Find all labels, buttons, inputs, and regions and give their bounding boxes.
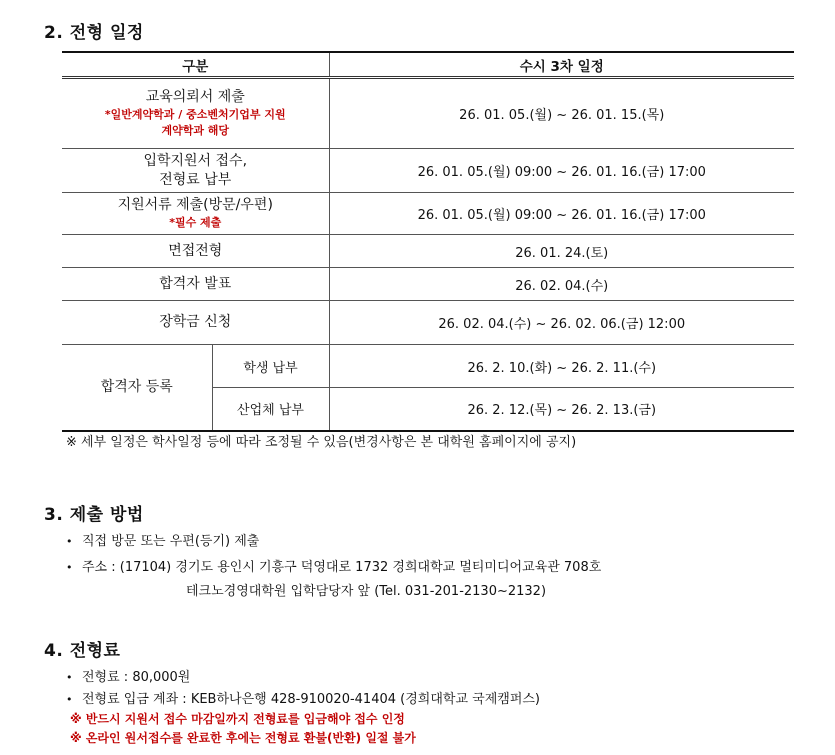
row-label: 전형료 납부	[159, 171, 232, 188]
list-item-text: 주소 : (17104) 경기도 용인시 기흥구 덕영대로 1732 경희대학교 멀티미디어교육관 708호	[82, 560, 602, 575]
warning-note: ※ 반드시 지원서 접수 마감일까지 전형료를 입금해야 접수 인정	[70, 712, 405, 726]
table-row	[62, 268, 794, 301]
table-row	[62, 149, 794, 193]
row-date: 26. 01. 05.(월) ~ 26. 01. 15.(목)	[329, 78, 794, 149]
row-label: 교육의뢰서 제출	[145, 89, 245, 105]
row-label-cell	[62, 149, 329, 193]
row-label: 입학지원서 접수,	[143, 152, 248, 169]
row-date: 26. 02. 04.(수) ~ 26. 02. 06.(금) 12:00	[329, 301, 794, 345]
row-date: 26. 01. 05.(월) 09:00 ~ 26. 01. 16.(금) 17:00	[329, 149, 794, 193]
section-2-title: 2. 전형 일정	[44, 23, 144, 43]
address-recipient: 테크노경영대학원 입학담당자 앞 (Tel. 031-201-2130~2132)	[186, 584, 547, 599]
row-date: 26. 01. 24.(토)	[329, 235, 794, 268]
row-label: 면접전형	[62, 235, 329, 268]
row-date: 26. 02. 04.(수)	[329, 268, 794, 301]
schedule-table	[62, 51, 794, 432]
table-header-row	[62, 52, 794, 78]
row-note: *일반계약학과 / 중소벤처기업부 지원	[104, 108, 286, 121]
list-item	[66, 688, 540, 707]
header-schedule: 수시 3차 일정	[329, 52, 794, 78]
row-date: 26. 2. 10.(화) ~ 26. 2. 11.(수)	[329, 345, 794, 388]
schedule-footnote: ※ 세부 일정은 학사일정 등에 따라 조정될 수 있음(변경사항은 본 대학원 홈페이지에 공지)	[66, 435, 577, 450]
bullet-icon: •	[66, 671, 73, 684]
row-note: 계약학과 해당	[161, 124, 230, 137]
row-label: 합격자 등록	[62, 345, 212, 431]
table-row	[62, 193, 794, 235]
header-category: 구분	[62, 52, 329, 78]
list-item-text: 전형료 입금 계좌 : KEB하나은행 428-910020-41404 (경희대학교 국제캠퍼스)	[82, 692, 541, 707]
section-3-title: 3. 제출 방법	[44, 505, 144, 525]
list-item-text: 전형료 : 80,000원	[82, 670, 191, 685]
list-item	[66, 556, 601, 575]
table-row	[62, 345, 794, 388]
row-label: 지원서류 제출(방문/우편)	[117, 197, 273, 213]
bullet-icon: •	[66, 561, 73, 574]
table-row	[62, 301, 794, 345]
section-4-title: 4. 전형료	[44, 641, 121, 661]
row-label: 합격자 발표	[62, 268, 329, 301]
row-label: 장학금 신청	[62, 301, 329, 345]
list-item	[66, 530, 259, 549]
list-item	[66, 666, 190, 685]
bullet-icon: •	[66, 693, 73, 706]
table-row	[62, 78, 794, 149]
row-sublabel: 학생 납부	[212, 345, 329, 388]
list-item-text: 직접 방문 또는 우편(등기) 제출	[82, 534, 260, 549]
row-date: 26. 01. 05.(월) 09:00 ~ 26. 01. 16.(금) 17:00	[329, 193, 794, 235]
row-date: 26. 2. 12.(목) ~ 26. 2. 13.(금)	[329, 388, 794, 431]
warning-note: ※ 온라인 원서접수를 완료한 후에는 전형료 환불(반환) 일절 불가	[70, 731, 416, 745]
bullet-icon: •	[66, 535, 73, 548]
row-label-cell	[62, 78, 329, 149]
table-row	[62, 235, 794, 268]
row-note: *필수 제출	[169, 216, 222, 229]
row-label-cell	[62, 193, 329, 235]
row-sublabel: 산업체 납부	[212, 388, 329, 431]
